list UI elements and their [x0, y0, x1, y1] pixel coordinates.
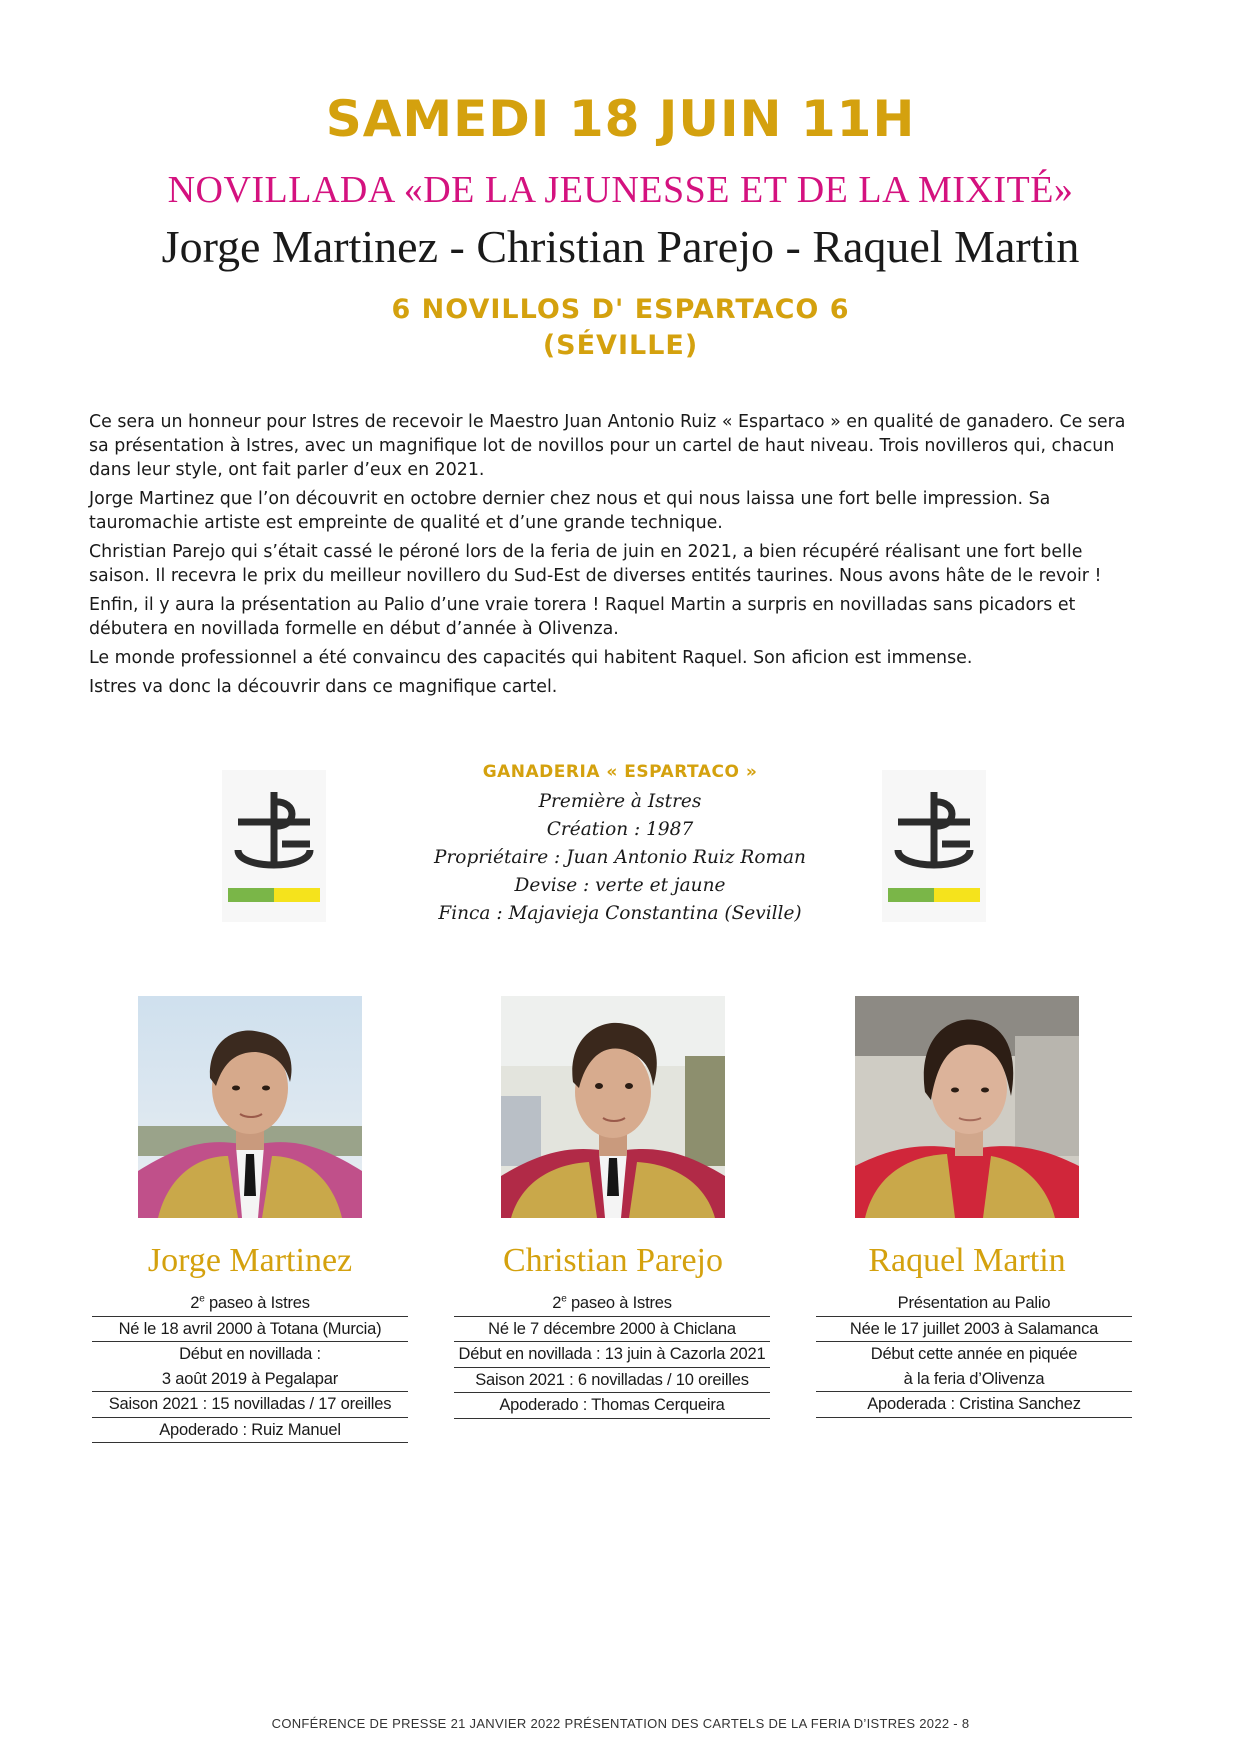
ganaderia-owner: Propriétaire : Juan Antonio Ruiz Roman	[434, 847, 806, 868]
intro-paragraph: Enfin, il y aura la présentation au Palio d’une vraie torera ! Raquel Martin a surpris en novilladas sans picadors et débutera en novillada formelle en début d’année à Olivenza.	[89, 595, 1076, 639]
intro-text	[89, 410, 1133, 704]
torero-photo-jorge-martinez	[138, 996, 362, 1218]
info-line-season: Saison 2021 : 6 novilladas / 10 oreilles	[454, 1368, 770, 1394]
info-line-birth: Né le 7 décembre 2000 à Chiclana	[454, 1317, 770, 1343]
ganaderia-creation: Création : 1987	[546, 819, 694, 840]
ganaderia-brand-logo-left	[222, 770, 326, 922]
torero-photo-raquel-martin	[855, 996, 1079, 1218]
intro-paragraph: Ce sera un honneur pour Istres de recevoir le Maestro Juan Antonio Ruiz « Espartaco » en qualité de ganadero. Ce sera sa présentation à Istres, avec un magnifique lot de novillos pour un cartel de haut niveau. Trois novilleros qui, chacun dans leur style, ont fait parler d’eux en 2021.	[89, 412, 1126, 480]
info-line-debut: Début cette année en piquée	[870, 1345, 1078, 1363]
info-line-apoderado: Apoderado : Ruiz Manuel	[92, 1418, 408, 1444]
info-line-paseo: 2e paseo à Istres	[454, 1291, 770, 1317]
event-date-heading: SAMEDI 18 JUIN 11H	[325, 90, 916, 148]
info-line-presentation: Présentation au Palio	[816, 1291, 1132, 1317]
intro-paragraph: Jorge Martinez que l’on découvrit en octobre dernier chez nous et qui nous laissa une fort belle impression. Sa tauromachie artiste est empreinte de qualité et d’une grande technique.	[89, 489, 1051, 533]
info-line-debut-place: à la feria d’Olivenza	[816, 1367, 1132, 1393]
intro-paragraph: Istres va donc la découvrir dans ce magnifique cartel.	[89, 677, 558, 697]
info-line-birth: Né le 18 avril 2000 à Totana (Murcia)	[92, 1317, 408, 1343]
torero-photo-christian-parejo	[501, 996, 725, 1218]
intro-paragraph: Christian Parejo qui s’était cassé le péroné lors de la feria de juin en 2021, a bien récupéré réalisant une fort belle saison. Il recevra le prix du meilleur novillero du Sud-Est de diverses entités taurines. Nous avons hâte de le revoir !	[89, 542, 1102, 586]
torero-info-christian-parejo	[454, 1291, 770, 1419]
info-line-apoderada: Apoderada : Cristina Sanchez	[816, 1392, 1132, 1418]
novillos-line-2: (SÉVILLE)	[542, 330, 699, 361]
torero-info-raquel-martin	[816, 1291, 1132, 1418]
torero-name-raquel-martin: Raquel Martin	[868, 1242, 1066, 1279]
info-line-debut-date: 3 août 2019 à Pegalapar	[92, 1367, 408, 1393]
info-line-debut: Début en novillada :	[179, 1345, 321, 1363]
page-footer: CONFÉRENCE DE PRESSE 21 JANVIER 2022 PRÉSENTATION DES CARTELS DE LA FERIA D’ISTRES 2022 - 8	[271, 1716, 970, 1731]
torero-name-jorge-martinez: Jorge Martinez	[147, 1242, 353, 1279]
info-line-apoderado: Apoderado : Thomas Cerqueira	[454, 1393, 770, 1419]
novillos-line-1: 6 NOVILLOS D' ESPARTACO 6	[391, 294, 850, 325]
info-line-paseo: 2e paseo à Istres	[92, 1291, 408, 1317]
ganaderia-title: GANADERIA « ESPARTACO »	[482, 762, 758, 782]
info-line-season: Saison 2021 : 15 novilladas / 17 oreilles	[92, 1392, 408, 1418]
info-line-debut: Début en novillada : 13 juin à Cazorla 2021	[454, 1342, 770, 1368]
torero-info-jorge-martinez	[92, 1291, 408, 1443]
intro-paragraph: Le monde professionnel a été convaincu des capacités qui habitent Raquel. Son aficion est immense.	[89, 648, 973, 668]
info-line-birth: Née le 17 juillet 2003 à Salamanca	[816, 1317, 1132, 1343]
ganaderia-colors: Devise : verte et jaune	[514, 875, 726, 896]
event-subtitle: NOVILLADA «DE LA JEUNESSE ET DE LA MIXITÉ»	[167, 169, 1074, 211]
ganaderia-block	[395, 762, 845, 928]
torero-name-christian-parejo: Christian Parejo	[502, 1242, 724, 1279]
cartel-names: Jorge Martinez - Christian Parejo - Raquel Martin	[161, 221, 1080, 272]
novillos-heading	[0, 292, 1241, 364]
ganaderia-brand-logo-right	[882, 770, 986, 922]
ganaderia-premiere: Première à Istres	[538, 791, 702, 812]
ganaderia-finca: Finca : Majavieja Constantina (Seville)	[438, 903, 802, 924]
